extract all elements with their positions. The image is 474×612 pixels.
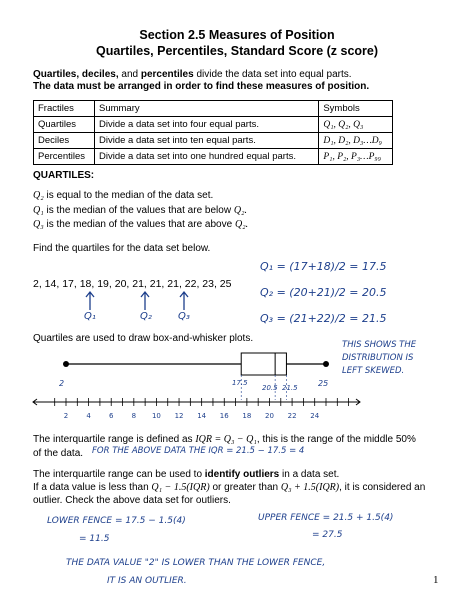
intro-bold-1: Quartiles, deciles,: [33, 69, 119, 80]
outlier-line-3: outlier. Check the above data set for outliers.: [33, 495, 231, 506]
q1-value-label: 17.5: [232, 379, 248, 387]
table-row: [34, 117, 393, 133]
upper-fence-formula: Q₃ + 1.5(IQR): [280, 482, 340, 493]
upper-fence-result: = 27.5: [312, 530, 343, 540]
q3-value-label: 21.5: [282, 384, 298, 392]
intro-line-1: [33, 69, 352, 80]
axis-tick-label: 8: [131, 412, 137, 420]
intro-bold-2: percentiles: [140, 69, 194, 80]
max-label: 25: [318, 379, 329, 388]
q3-text: is the median of the values that are above: [43, 219, 235, 230]
q1-definition: [33, 205, 247, 216]
table-cell: P₁, P₂, P₃…P₉₉: [319, 149, 393, 165]
table-cell: Divide a data set into four equal parts.: [94, 117, 318, 133]
outlier-text-1: The interquartile range can be used to: [33, 469, 205, 480]
axis-tick-label: 20: [265, 412, 274, 420]
q2-symbol: Q₂: [33, 190, 44, 201]
page-subtitle: Quartiles, Percentiles, Standard Score (z score): [95, 44, 379, 58]
intro-and: and: [118, 69, 141, 80]
lower-fence-calc: LOWER FENCE = 17.5 − 1.5(4): [47, 516, 186, 526]
table-row: [34, 133, 393, 149]
skew-note-line-1: THIS SHOWS THE: [342, 340, 417, 350]
q3-symbol: Q₃: [33, 219, 44, 230]
q2-value-label: 20.5: [262, 384, 278, 392]
conclusion-line-1: THE DATA VALUE "2" IS LOWER THAN THE LOWER FENCE,: [66, 558, 326, 568]
q2-calculation: Q₂ = (20+21)/2 = 20.5: [260, 286, 387, 299]
conclusion-line-2: IT IS AN OUTLIER.: [107, 576, 187, 586]
q3-arrow-icon: [180, 292, 188, 310]
q1-end: Q₂.: [233, 205, 248, 216]
axis-tick-label: 10: [151, 412, 161, 420]
iqr-text-1: The interquartile range is defined as: [33, 434, 196, 445]
page-title: Section 2.5 Measures of Position: [139, 28, 335, 42]
q1-text: is the median of the values that are below: [43, 205, 234, 216]
iqr-line-2: [33, 448, 83, 459]
outlier-line-2: [33, 482, 425, 493]
example-prompt: Find the quartiles for the data set below.: [33, 243, 211, 254]
table-cell: D₁, D₂, D₃…D₉: [319, 133, 393, 149]
outlier-text-2b: or greater than: [209, 482, 281, 493]
quartile-arrows: [80, 288, 200, 312]
iqr-text-2: , this is the range of the middle 50%: [256, 434, 416, 445]
lower-fence-result: = 11.5: [79, 534, 110, 544]
axis-tick-label: 14: [197, 412, 207, 420]
boxplot-layer: [63, 353, 329, 400]
example-dataset: 2, 14, 17, 18, 19, 20, 21, 21, 21, 22, 23, 25: [33, 278, 232, 290]
lower-fence-formula: Q₁ − 1.5(IQR): [151, 482, 210, 493]
axis-tick-label: 4: [86, 412, 91, 420]
skew-note-line-3: LEFT SKEWED.: [342, 366, 405, 376]
number-line-layer: [33, 398, 360, 420]
q3-calculation: Q₃ = (21+22)/2 = 21.5: [260, 312, 387, 325]
q3-end: Q₂.: [234, 219, 249, 230]
q2-text: is equal to the median of the data set.: [43, 190, 214, 201]
outlier-line-1: [33, 469, 339, 480]
q1-arrow-icon: [86, 292, 94, 310]
min-label: 2: [59, 379, 65, 388]
iqr-text-3: of the data.: [33, 448, 84, 459]
outlier-text-1b: in a data set.: [279, 469, 340, 480]
fractiles-table: [33, 100, 393, 165]
axis-tick-label: 2: [63, 412, 69, 420]
q1-calculation: Q₁ = (17+18)/2 = 17.5: [260, 260, 387, 273]
quartiles-heading: QUARTILES:: [33, 170, 95, 181]
q1-marker: Q₁: [84, 311, 96, 322]
upper-fence-calc: UPPER FENCE = 21.5 + 1.5(4): [258, 513, 394, 523]
table-header: Fractiles: [34, 101, 95, 117]
q2-marker: Q₂: [140, 311, 152, 322]
table-cell: Quartiles: [34, 117, 95, 133]
table-cell: Divide a data set into one hundred equal parts.: [94, 149, 318, 165]
table-cell: Divide a data set into ten equal parts.: [94, 133, 318, 149]
outlier-text-2a: If a data value is less than: [33, 482, 152, 493]
q1-symbol: Q₁: [33, 205, 44, 216]
max-point: [323, 361, 329, 367]
axis-tick-label: 24: [310, 412, 320, 420]
page-number: 1: [433, 574, 439, 586]
table-row: [34, 149, 393, 165]
table-cell: Percentiles: [34, 149, 95, 165]
iqr-box: [241, 353, 286, 375]
table-header-row: [34, 101, 393, 117]
table-header: Symbols: [319, 101, 393, 117]
q3-definition: [33, 219, 248, 230]
outlier-bold: identify outliers: [204, 469, 280, 480]
outlier-text-2c: , it is considered an: [339, 482, 426, 493]
table-cell: Q₁, Q₂, Q₃: [319, 117, 393, 133]
axis-tick-label: 6: [108, 412, 114, 420]
iqr-hand-note: FOR THE ABOVE DATA THE IQR = 21.5 − 17.5 = 4: [92, 446, 305, 456]
axis-tick-label: 16: [219, 412, 229, 420]
axis-tick-label: 18: [242, 412, 252, 420]
table-header: Summary: [94, 101, 318, 117]
table-cell: Deciles: [34, 133, 95, 149]
q3-marker: Q₃: [178, 311, 190, 322]
boxplot-intro: Quartiles are used to draw box-and-whisker plots.: [33, 333, 254, 344]
iqr-definition: [33, 434, 416, 445]
intro-rest: divide the data set into equal parts.: [193, 69, 352, 80]
q2-arrow-icon: [141, 292, 149, 310]
skew-note-line-2: DISTRIBUTION IS: [342, 353, 414, 363]
iqr-formula: IQR = Q₃ − Q₁: [195, 434, 257, 445]
min-point: [63, 361, 69, 367]
axis-tick-label: 12: [174, 412, 184, 420]
q2-definition: [33, 190, 213, 201]
axis-tick-label: 22: [287, 412, 297, 420]
intro-line-2: The data must be arranged in order to find these measures of position.: [33, 81, 370, 92]
